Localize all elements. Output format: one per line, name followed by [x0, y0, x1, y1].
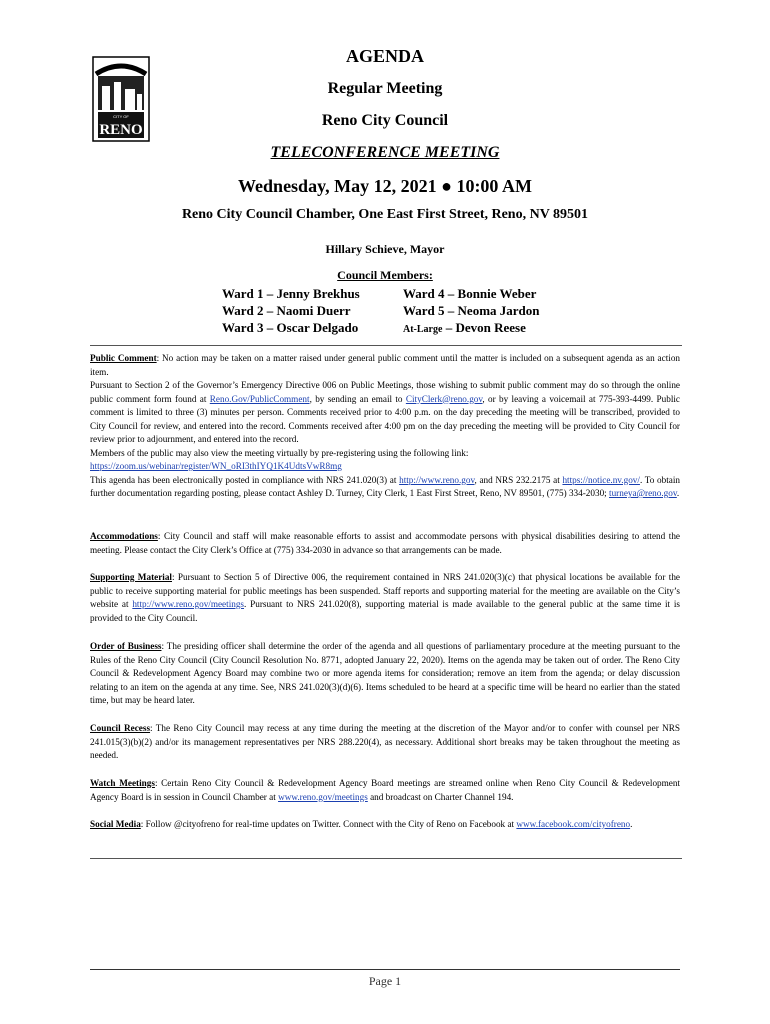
logo-small-text: CITY OF — [113, 114, 129, 119]
reno-gov-link[interactable]: http://www.reno.gov — [399, 474, 475, 485]
social-media-heading: Social Media — [90, 819, 141, 829]
footer-divider — [90, 969, 680, 970]
watch-text-b: and broadcast on Charter Channel 194. — [367, 791, 514, 802]
at-large-label: At-Large — [403, 324, 443, 335]
watch-meetings-section — [90, 777, 680, 804]
zoom-registration-link[interactable]: https://zoom.us/webinar/register/WN_oRI3thIYQ1K4UdtsVwR8mg — [90, 461, 342, 471]
meeting-date: Wednesday, May 12, 2021 ● 10:00 AM — [238, 176, 532, 196]
social-text-b: . — [630, 819, 633, 829]
posting-p4a: This agenda has been electronically posted in compliance with NRS 241.020(3) at — [90, 474, 400, 485]
header-divider — [90, 345, 682, 346]
council-name: Reno City Council — [321, 112, 449, 129]
supporting-material-heading: Supporting Material — [90, 572, 172, 582]
meeting-type: Regular Meeting — [327, 80, 443, 97]
supporting-text-b: . Pursuant to NRS 241.020(8), supporting material is made available to the general public at the same time it is provided to the City Council. — [90, 599, 680, 623]
member-ward-5: Ward 5 – Neoma Jardon — [403, 303, 540, 318]
public-comment-heading: Public Comment — [90, 353, 157, 363]
public-comment-p1: : No action may be taken on a matter raised under general public comment until the matter is included on a subsequent agenda as an action item. — [90, 353, 681, 377]
page-number: Page 1 — [368, 974, 402, 988]
council-recess-heading: Council Recess — [90, 723, 151, 733]
public-comment-form-link[interactable]: Reno.Gov/PublicComment — [209, 393, 310, 404]
notice-nv-link[interactable]: https://notice.nv.gov/ — [562, 474, 640, 485]
facebook-link[interactable]: www.facebook.com/cityofreno — [516, 819, 631, 829]
member-at-large — [403, 319, 540, 338]
meeting-format: TELECONFERENCE MEETING — [270, 144, 500, 161]
members-right-column — [403, 285, 540, 338]
member-ward-1: Ward 1 – Jenny Brekhus — [222, 286, 360, 301]
public-comment-p2b: , by sending an email to — [309, 393, 406, 404]
at-large-name: – Devon Reese — [442, 320, 526, 335]
members-heading: Council Members: — [337, 268, 433, 282]
posting-p4b: , and NRS 232.2175 at — [474, 474, 563, 485]
accommodations-heading: Accommodations — [90, 531, 158, 541]
posting-p4d: . — [676, 488, 680, 498]
accommodations-section — [90, 530, 680, 557]
social-text-a: : Follow @cityofreno for real-time updates on Twitter. Connect with the City of Reno on Facebook at — [140, 819, 517, 829]
watch-text-a: : Certain Reno City Council & Redevelopment Agency Board meetings are streamed online when Reno City Council & Redevelopment Agency Board is in session in Council Chamber at — [90, 778, 680, 802]
member-ward-3: Ward 3 – Oscar Delgado — [222, 320, 359, 335]
agenda-title: AGENDA — [345, 46, 424, 66]
public-comment-p2c: , or by leaving a voicemail at 775-393-4499. Public comment is limited to three (3) minutes per person. Comments received prior to 4:00 p.m. on the day preceding the meeting will be transcribed, provided to City Council for review, and entered into the record. Comments received after 4:00 pm on the day preceding the meeting will be provided to City Council for review prior to adjournment, and entered into the record. — [90, 393, 681, 444]
member-ward-4: Ward 4 – Bonnie Weber — [403, 286, 537, 301]
council-recess-text: : The Reno City Council may recess at any time during the meeting at the discretion of the Mayor and/or to confer with counsel per NRS 241.015(3)(b)(2) and/or its management representatives per NRS 288.220(4), as necessary. Additional short breaks may be taken throughout the meeting as needed. — [90, 723, 680, 760]
social-media-section — [90, 818, 680, 832]
logo-reno-text: RENO — [99, 122, 143, 138]
public-comment-p3: Members of the public may also view the meeting virtually by pre-registering using the following link: — [90, 447, 469, 458]
watch-meetings-link[interactable]: www.reno.gov/meetings — [278, 791, 368, 802]
accommodations-text: : City Council and staff will make reasonable efforts to assist and accommodate persons with physical disabilities desiring to attend the meeting. Please contact the City Clerk’s Office at (775) 334-2030 in advance so that arrangements can be made. — [90, 531, 680, 555]
order-of-business-text: : The presiding officer shall determine the order of the agenda and all questions of parliamentary procedure at the meeting pursuant to the Rules of the Reno City Council (City Council Resolution No. 8771, adopted January 22, 2020). Items on the agenda may be taken out of order. The Reno City Council & Redevelopment Agency Board may combine two or more agenda items for consideration; remove an item from the agenda; or delay discussion relating to an item on the agenda at any time. See, NRS 241.020(3)(d)(6). Items scheduled to be heard at a specific time will be heard no earlier than the stated time, but may be heard later. — [90, 641, 680, 705]
body-end-divider — [90, 858, 682, 859]
reno-meetings-link[interactable]: http://www.reno.gov/meetings — [132, 599, 245, 609]
member-ward-2: Ward 2 – Naomi Duerr — [222, 303, 351, 318]
city-clerk-email-link[interactable]: CityClerk@reno.gov — [405, 393, 483, 404]
meeting-location: Reno City Council Chamber, One East First Street, Reno, NV 89501 — [181, 207, 589, 222]
turney-email-link[interactable]: turneya@reno.gov — [609, 488, 677, 498]
members-left-column — [222, 285, 360, 336]
public-comment-p2a: Pursuant to Section 2 of the Governor’s Emergency Directive 006 on Public Meetings, those wishing to submit public comment may do so through the online public comment form found at — [90, 380, 680, 404]
supporting-text-a: : Pursuant to Section 5 of Directive 006, the requirement contained in NRS 241.020(3)(c) that physical locations be available for the public to receive supporting material for public meetings has been suspended. Staff reports and supporting material for the meeting are available on the City’s website at — [90, 572, 681, 609]
watch-meetings-heading: Watch Meetings — [90, 778, 155, 788]
council-recess-section — [90, 722, 680, 763]
public-comment-section — [90, 352, 680, 501]
mayor-name: Hillary Schieve, Mayor — [325, 242, 445, 256]
posting-p4c: . To obtain further documentation regarding posting, please contact Ashley D. Turney, City Clerk, 1 East First Street, Reno, NV 89501, (775) 334-2030; — [90, 474, 680, 498]
order-of-business-section — [90, 640, 680, 708]
supporting-material-section — [90, 571, 680, 625]
order-of-business-heading: Order of Business — [90, 641, 162, 651]
